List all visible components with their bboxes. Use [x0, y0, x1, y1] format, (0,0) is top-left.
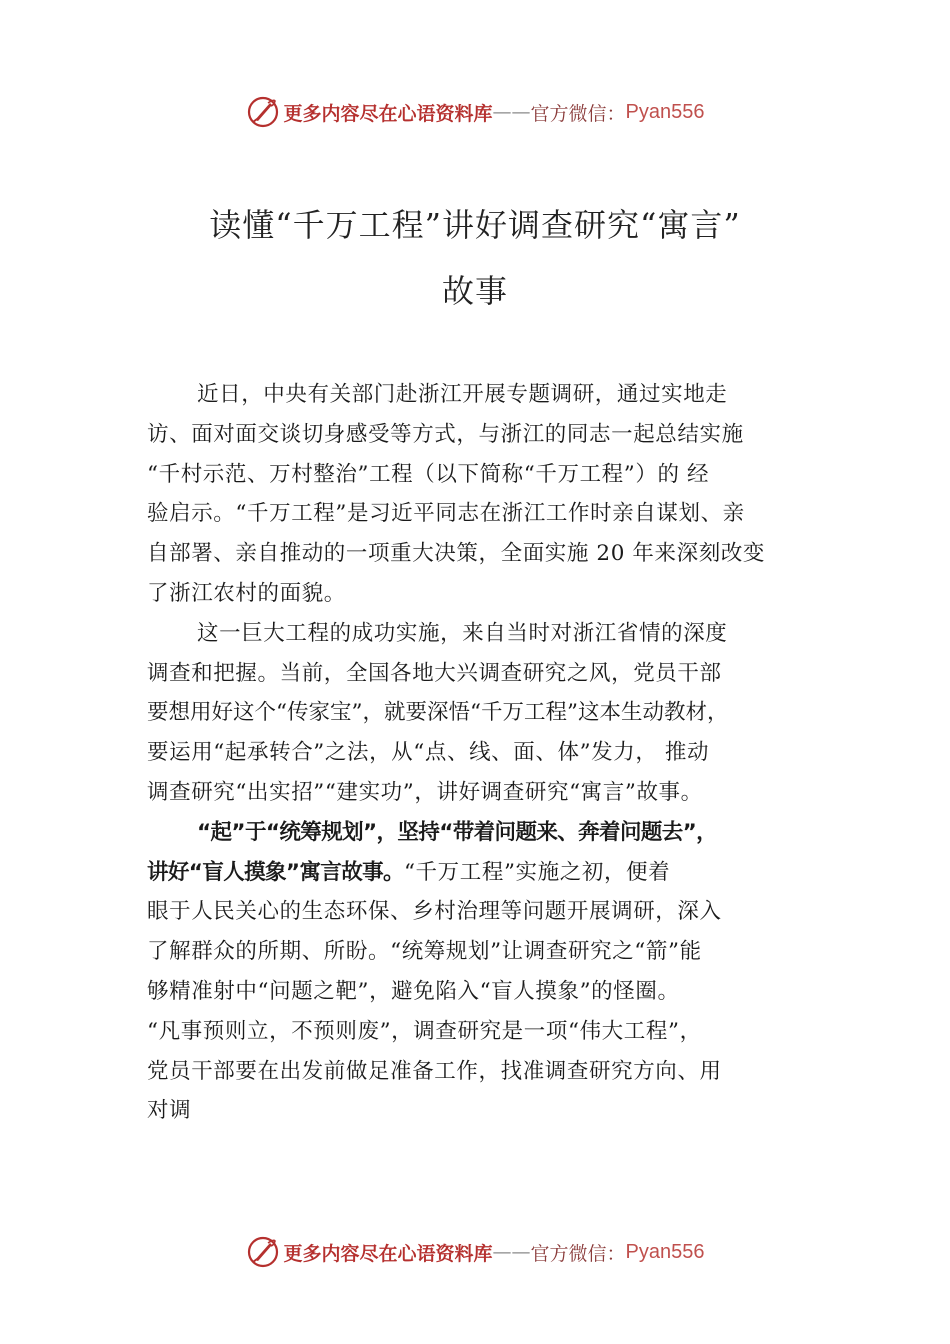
watermark-separator: —— [492, 101, 531, 123]
watermark-slogan: 更多内容尽在心语资料库 [283, 1242, 493, 1265]
body-line: 够精准射中“问题之靶”，避免陷入“盲人摸象”的怪圈。 [147, 978, 680, 1004]
quill-logo-icon [246, 1235, 280, 1269]
section-heading-bold-end: 讲好“盲人摸象”寓言故事。 [147, 859, 404, 885]
footer-watermark [0, 1232, 950, 1272]
watermark-slogan: 更多内容尽在心语资料库 [283, 102, 493, 125]
watermark-wechat-id: Pyan556 [625, 100, 705, 123]
document-title-line-1: 读懂“千万工程”讲好调查研究“寓言” [209, 206, 741, 244]
body-line-mixed [147, 853, 837, 893]
body-line-bold [147, 813, 837, 853]
watermark-wechat-id: Pyan556 [625, 1240, 705, 1263]
body-line: 这一巨大工程的成功实施，来自当时对浙江省情的深度 [197, 620, 728, 646]
body-line: “凡事预则立，不预则废”，调查研究是一项“伟大工程”， [147, 1018, 702, 1044]
body-line: 眼于人民关心的生态环保、乡村治理等问题开展调研，深入 [147, 899, 722, 925]
header-watermark [0, 92, 950, 132]
quill-logo-icon [246, 95, 280, 129]
body-line: 了解群众的所期、所盼。“统筹规划”让调查研究之“箭”能 [147, 939, 702, 965]
body-run: “千万工程”实施之初，便着 [403, 859, 671, 885]
watermark-wechat-label: 官方微信： [530, 1242, 626, 1265]
watermark-separator: —— [492, 1241, 531, 1263]
body-line: 验启示。“千万工程”是习近平同志在浙江工作时亲自谋划、亲 [147, 501, 745, 527]
body-line: 党员干部要在出发前做足准备工作，找准调查研究方向、用 [147, 1058, 722, 1084]
body-line: 近日，中央有关部门赴浙江开展专题调研，通过实地走 [197, 382, 728, 407]
document-body [147, 375, 837, 1131]
document-title-line-2: 故事 [441, 272, 508, 310]
section-heading-bold: “起”于“统筹规划”，坚持“带着问题来、奔着问题去”， [197, 819, 718, 845]
body-line: 自部署、亲自推动的一项重大决策，全面实施 20 年来深刻改变 [147, 541, 766, 567]
body-line: 调查研究“出实招”“建实功”，讲好调查研究“寓言”故事。 [147, 779, 703, 805]
body-line: 访、面对面交谈切身感受等方式，与浙江的同志一起总结实施 [147, 421, 744, 447]
body-line: 要想用好这个“传家宝”，就要深悟“千万工程”这本生动教材， [147, 700, 729, 726]
body-line: 要运用“起承转合”之法，从“点、线、面、体”发力， 推动 [147, 740, 710, 766]
body-line: 了浙江农村的面貌。 [147, 580, 346, 606]
watermark-wechat-label: 官方微信： [530, 102, 626, 125]
body-line: 调查和把握。当前，全国各地大兴调查研究之风，党员干部 [147, 660, 722, 686]
body-line: “千村示范、万村整治”工程（以下简称“千万工程”）的 经 [147, 461, 710, 487]
body-line: 对调 [147, 1098, 192, 1124]
